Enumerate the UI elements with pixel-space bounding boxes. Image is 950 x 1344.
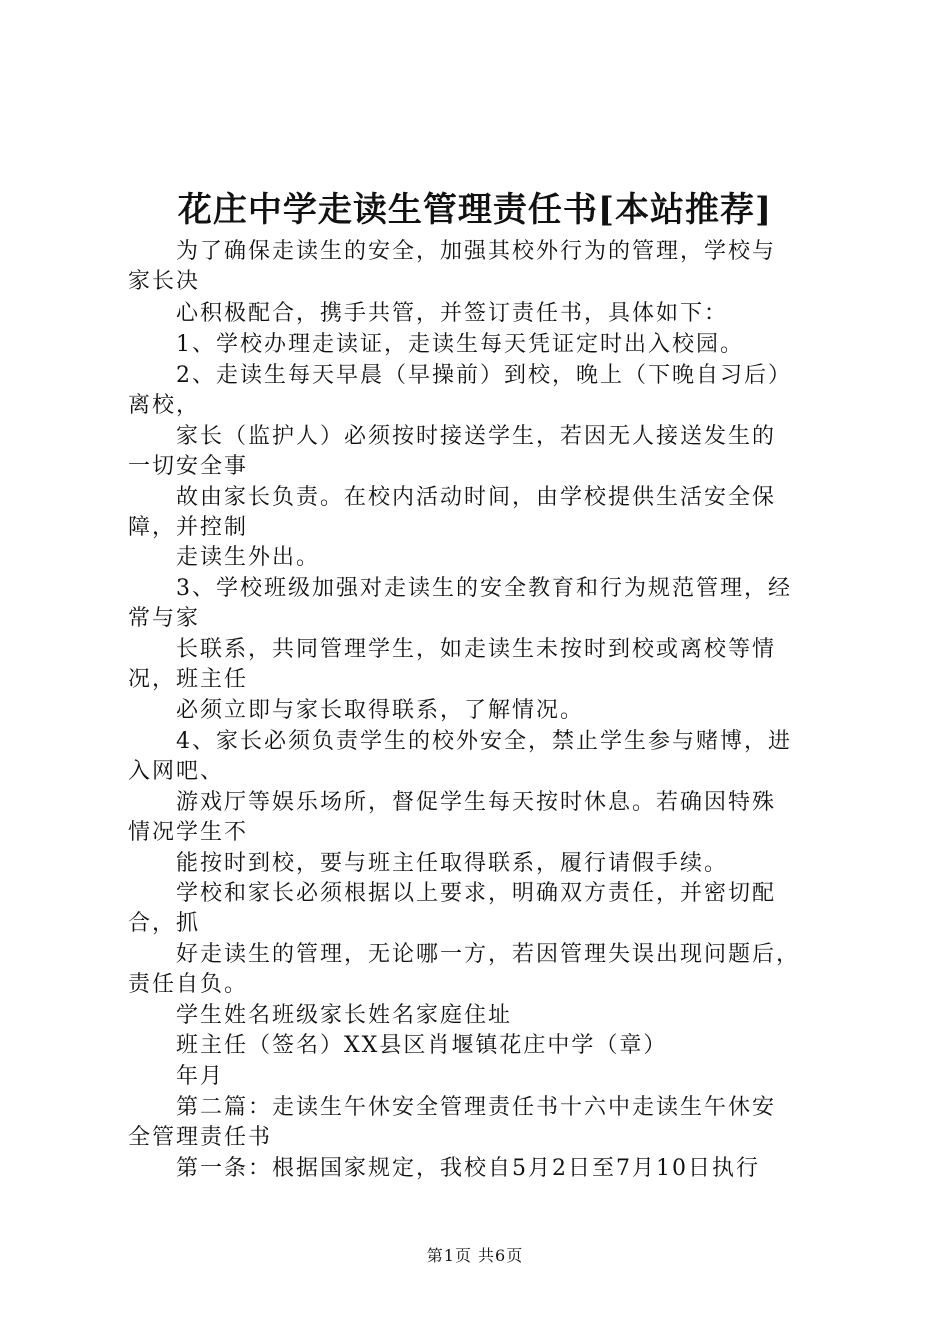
body-line: 故由家长负责。在校内活动时间，由学校提供生活安全保: [128, 485, 777, 510]
body-line: 责任自负。: [128, 972, 249, 997]
body-line: 家长决: [128, 269, 201, 294]
document-title: 花庄中学走读生管理责任书[本站推荐]: [177, 190, 773, 230]
body-line: 全管理责任书: [128, 1125, 273, 1150]
body-line: 好走读生的管理，无论哪一方，若因管理失误出现问题后，: [128, 942, 801, 967]
body-line: 走读生外出。: [128, 545, 321, 570]
body-line: 必须立即与家长取得联系，了解情况。: [128, 698, 585, 723]
body-line: 离校，: [128, 393, 201, 418]
body-line: 障，并控制: [128, 515, 249, 540]
body-line: 年月: [128, 1064, 225, 1089]
body-line: 合，抓: [128, 911, 201, 936]
body-line: 1、学校办理走读证，走读生每天凭证定时出入校园。: [128, 332, 744, 357]
page-footer: 第1页 共6页: [426, 1246, 524, 1265]
body-line: 家长（监护人）必须按时接送学生，若因无人接送发生的: [128, 424, 777, 449]
body-line: 一切安全事: [128, 454, 249, 479]
body-line: 长联系，共同管理学生，如走读生未按时到校或离校等情: [128, 637, 777, 662]
body-line: 4、家长必须负责学生的校外安全，禁止学生参与赌博，进: [128, 729, 792, 754]
body-line: 学生姓名班级家长姓名家庭住址: [128, 1003, 513, 1028]
body-line: 学校和家长必须根据以上要求，明确双方责任，并密切配: [128, 881, 777, 906]
body-line: 2、走读生每天早晨（早操前）到校，晚上（下晚自习后）: [128, 363, 792, 388]
body-line: 入网吧、: [128, 759, 225, 784]
body-line: 第一条：根据国家规定，我校自5月2日至7月10日执行: [128, 1156, 760, 1181]
body-line: 3、学校班级加强对走读生的安全教育和行为规范管理，经: [128, 576, 792, 601]
body-line: 心积极配合，携手共管，并签订责任书，具体如下：: [128, 301, 729, 326]
body-line: 游戏厅等娱乐场所，督促学生每天按时休息。若确因特殊: [128, 790, 777, 815]
body-line: 班主任（签名）XX县区肖堰镇花庄中学（章）: [128, 1033, 668, 1058]
body-line: 常与家: [128, 606, 201, 631]
body-line: 能按时到校，要与班主任取得联系，履行请假手续。: [128, 851, 729, 876]
body-line: 第二篇：走读生午休安全管理责任书十六中走读生午休安: [128, 1095, 777, 1120]
body-line: 况，班主任: [128, 667, 249, 692]
body-line: 情况学生不: [128, 820, 249, 845]
body-line: 为了确保走读生的安全，加强其校外行为的管理，学校与: [128, 239, 777, 264]
